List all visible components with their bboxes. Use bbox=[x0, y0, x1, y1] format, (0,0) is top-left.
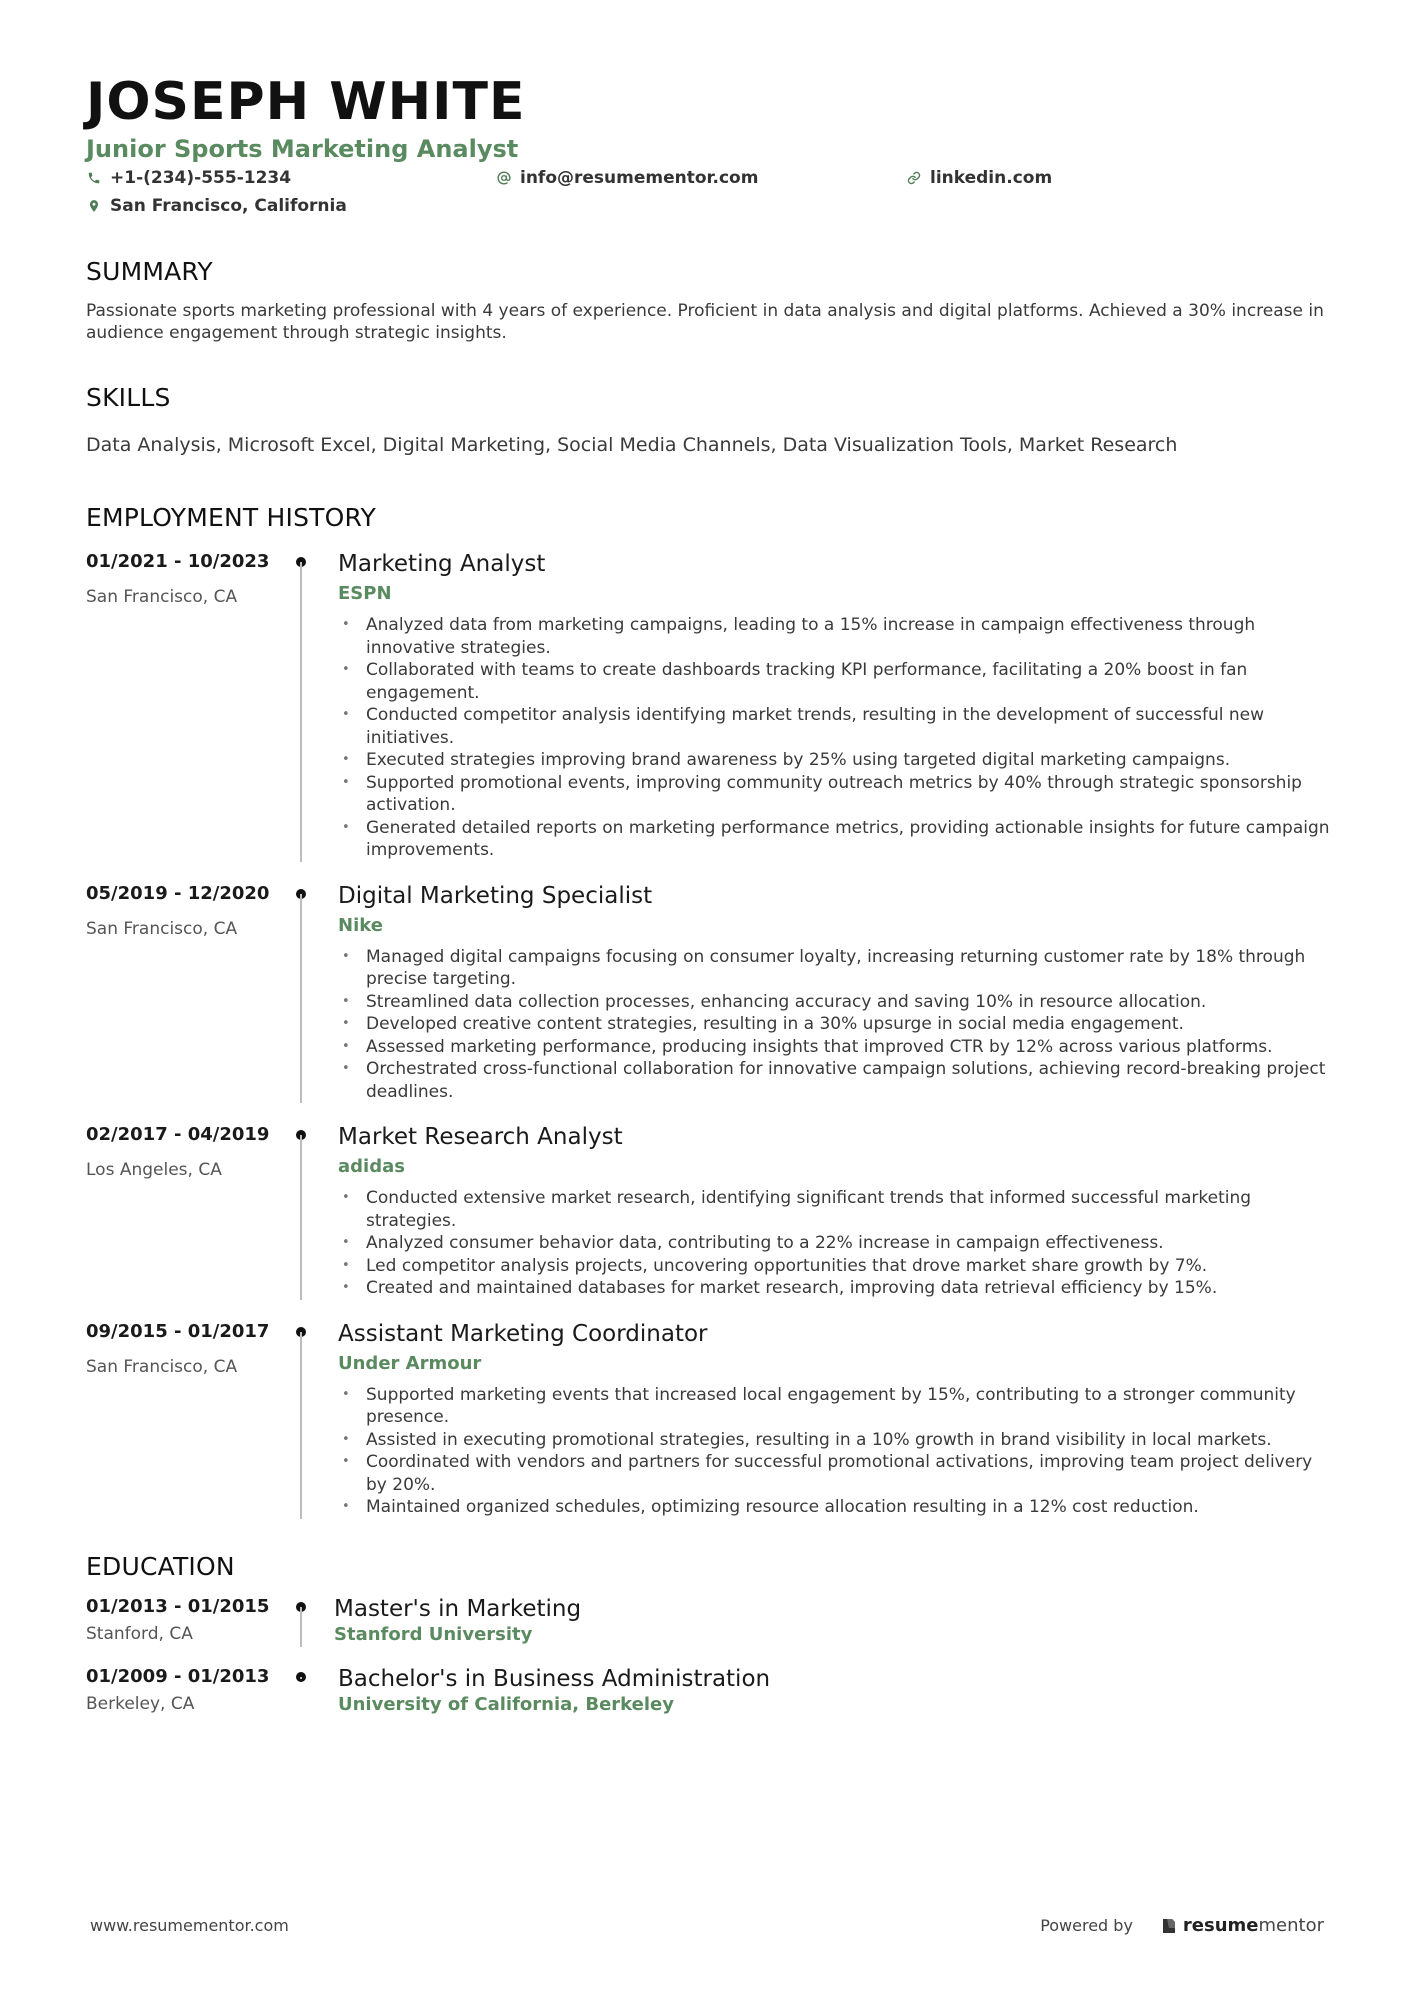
contact-phone bbox=[86, 166, 496, 190]
page-footer bbox=[90, 1915, 1324, 1936]
timeline-line bbox=[300, 1135, 302, 1300]
timeline-line bbox=[300, 1677, 302, 1679]
bullet-item: • Managed digital campaigns focusing on consumer loyalty, increasing returning customer rate by 18% through precise targeting. bbox=[342, 946, 1306, 989]
bullet-item: • Conducted competitor analysis identifying market trends, resulting in the development of successful new initiatives. bbox=[342, 705, 1265, 748]
bullet-item: • Conducted extensive market research, identifying significant trends that informed successful marketing strategies. bbox=[342, 1188, 1252, 1231]
bullet-icon: • bbox=[342, 752, 350, 767]
job-dates: 09/2015 - 01/2017 bbox=[86, 1320, 270, 1342]
map-pin-icon bbox=[86, 198, 102, 214]
brand-name-regular: mentor bbox=[1258, 1915, 1324, 1936]
bullet-item: • Generated detailed reports on marketing performance metrics, providing actionable insights for future campaign improvements. bbox=[342, 817, 1330, 860]
timeline-rail bbox=[296, 1123, 306, 1300]
school-name: University of California, Berkeley bbox=[338, 1693, 674, 1715]
bullet-item: • Supported promotional events, improving community outreach metrics by 40% through strategic sponsorship activation. bbox=[342, 772, 1302, 815]
timeline-line bbox=[300, 562, 302, 862]
job-location: San Francisco, CA bbox=[86, 587, 238, 607]
bullet-icon: • bbox=[342, 707, 350, 722]
job-dates: 02/2017 - 04/2019 bbox=[86, 1124, 270, 1145]
bullet-icon: • bbox=[342, 819, 350, 835]
contact-email[interactable] bbox=[496, 166, 906, 190]
bullet-item: • Assessed marketing performance, producing insights that improved CTR by 12% across various platforms. bbox=[342, 1036, 1273, 1057]
education-entry bbox=[86, 1665, 1324, 1735]
education-dates: 01/2013 - 01/2015 bbox=[86, 1595, 270, 1617]
timeline-rail bbox=[296, 1665, 306, 1717]
degree-title: Master's in Marketing bbox=[334, 1595, 582, 1622]
bullet-item: • Developed creative content strategies, resulting in a 30% upsurge in social media engagement. bbox=[342, 1014, 1184, 1034]
bullet-icon: • bbox=[342, 1454, 350, 1469]
link-icon bbox=[906, 170, 922, 186]
section-title: SKILLS bbox=[86, 383, 171, 412]
bullet-icon: • bbox=[342, 1190, 350, 1205]
skills-section bbox=[86, 382, 1324, 458]
bullet-icon: • bbox=[342, 1257, 350, 1273]
employment-section bbox=[86, 502, 1330, 1539]
location-text: San Francisco, California bbox=[110, 196, 347, 216]
bullet-icon: • bbox=[342, 1386, 350, 1402]
phone-text: +1-(234)-555-1234 bbox=[110, 168, 292, 188]
bullet-icon: • bbox=[342, 1038, 350, 1054]
brand-name-bold: resume bbox=[1182, 1915, 1259, 1936]
bullet-item: • Collaborated with teams to create dashboards tracking KPI performance, facilitating a 20% boost in fan engagement. bbox=[342, 660, 1248, 703]
summary-section bbox=[86, 256, 1324, 344]
skills-list: Data Analysis, Microsoft Excel, Digital Marketing, Social Media Channels, Data Visualization Tools, Market Research bbox=[86, 434, 1178, 456]
section-title: EDUCATION bbox=[86, 1551, 235, 1581]
degree-title: Bachelor's in Business Administration bbox=[338, 1665, 771, 1692]
job-title: Digital Marketing Specialist bbox=[338, 882, 653, 909]
job-dates: 01/2021 - 10/2023 bbox=[86, 551, 270, 572]
timeline-line bbox=[300, 1607, 302, 1647]
job-entry bbox=[86, 550, 1330, 882]
contact-location bbox=[86, 194, 496, 218]
contact-info bbox=[86, 166, 1324, 218]
job-entry bbox=[86, 882, 1324, 1124]
job-bullets bbox=[338, 1384, 1338, 1519]
job-title: Market Research Analyst bbox=[338, 1124, 623, 1150]
bullet-icon: • bbox=[342, 1061, 350, 1076]
job-title: Assistant Marketing Coordinator bbox=[338, 1320, 708, 1347]
email-text[interactable]: info@resumementor.com bbox=[520, 168, 759, 188]
resume-header bbox=[86, 72, 1324, 218]
section-title: SUMMARY bbox=[86, 257, 213, 286]
timeline-line bbox=[300, 894, 302, 1104]
at-icon bbox=[496, 170, 512, 186]
candidate-name: JOSEPH WHITE bbox=[86, 72, 526, 132]
job-bullets bbox=[338, 946, 1338, 1104]
job-entry bbox=[86, 1320, 1324, 1539]
bullet-item: • Supported marketing events that increased local engagement by 15%, contributing to a stronger community presence. bbox=[342, 1384, 1296, 1427]
bullet-item: • Created and maintained databases for market research, improving data retrieval efficiency by 15%. bbox=[342, 1278, 1218, 1298]
school-name: Stanford University bbox=[334, 1623, 533, 1645]
bullet-icon: • bbox=[342, 1235, 350, 1250]
powered-by bbox=[1040, 1915, 1324, 1936]
summary-text: Passionate sports marketing professional with 4 years of experience. Proficient in data analysis and digital platforms. Achieved a 30% increase in audience engagement through strategic insights. bbox=[86, 301, 1324, 343]
bullet-icon: • bbox=[342, 1431, 350, 1447]
bullet-icon: • bbox=[342, 662, 350, 677]
bullet-icon: • bbox=[342, 1499, 350, 1514]
candidate-headline: Junior Sports Marketing Analyst bbox=[86, 135, 519, 163]
bullet-item: • Orchestrated cross-functional collaboration for innovative campaign solutions, achieving record-breaking project deadlines. bbox=[342, 1059, 1326, 1102]
bullet-icon: • bbox=[342, 1280, 350, 1295]
job-entry bbox=[86, 1123, 1324, 1320]
timeline-rail bbox=[296, 1320, 306, 1519]
bullet-icon: • bbox=[342, 993, 350, 1009]
bullet-item: • Executed strategies improving brand awareness by 25% using targeted digital marketing campaigns. bbox=[342, 750, 1231, 770]
company-name: Under Armour bbox=[338, 1352, 482, 1374]
section-title: EMPLOYMENT HISTORY bbox=[86, 503, 376, 532]
job-bullets bbox=[338, 1187, 1338, 1300]
bullet-item: • Assisted in executing promotional strategies, resulting in a 10% growth in brand visibility in local markets. bbox=[342, 1429, 1272, 1450]
bullet-icon: • bbox=[342, 1016, 350, 1031]
education-dates: 01/2009 - 01/2013 bbox=[86, 1665, 270, 1687]
brand-logo[interactable] bbox=[1161, 1915, 1324, 1936]
bullet-item: • Coordinated with vendors and partners for successful promotional activations, improving team project delivery by 20%. bbox=[342, 1452, 1313, 1495]
education-location: Berkeley, CA bbox=[86, 1693, 195, 1714]
resumementor-logo-icon bbox=[1161, 1917, 1177, 1935]
bullet-item: • Analyzed data from marketing campaigns, leading to a 15% increase in campaign effectiveness through innovative strategies. bbox=[342, 615, 1256, 658]
education-section bbox=[86, 1551, 1324, 1735]
job-bullets bbox=[338, 614, 1338, 862]
footer-website[interactable]: www.resumementor.com bbox=[90, 1916, 289, 1935]
contact-linkedin[interactable] bbox=[906, 166, 1206, 190]
education-location: Stanford, CA bbox=[86, 1623, 193, 1644]
timeline-rail bbox=[296, 1595, 306, 1647]
powered-by-label: Powered by bbox=[1040, 1916, 1133, 1935]
company-name: ESPN bbox=[338, 583, 392, 604]
job-title: Marketing Analyst bbox=[338, 551, 546, 577]
job-location: San Francisco, CA bbox=[86, 1356, 238, 1377]
education-entry bbox=[86, 1595, 1324, 1665]
bullet-item: • Maintained organized schedules, optimizing resource allocation resulting in a 12% cost reduction. bbox=[342, 1497, 1199, 1517]
company-name: Nike bbox=[338, 914, 383, 936]
bullet-item: • Analyzed consumer behavior data, contributing to a 22% increase in campaign effectiveness. bbox=[342, 1233, 1164, 1253]
timeline-rail bbox=[296, 550, 306, 862]
bullet-item: • Streamlined data collection processes, enhancing accuracy and saving 10% in resource allocation. bbox=[342, 991, 1207, 1012]
bullet-icon: • bbox=[342, 948, 350, 964]
bullet-item: • Led competitor analysis projects, uncovering opportunities that drove market share growth by 7%. bbox=[342, 1255, 1208, 1276]
job-dates: 05/2019 - 12/2020 bbox=[86, 882, 270, 904]
bullet-icon: • bbox=[342, 617, 350, 632]
bullet-icon: • bbox=[342, 774, 350, 790]
timeline-rail bbox=[296, 882, 306, 1104]
job-location: San Francisco, CA bbox=[86, 918, 238, 939]
linkedin-text[interactable]: linkedin.com bbox=[930, 168, 1053, 188]
job-location: Los Angeles, CA bbox=[86, 1160, 222, 1180]
timeline-line bbox=[300, 1332, 302, 1519]
phone-icon bbox=[86, 170, 102, 186]
company-name: adidas bbox=[338, 1156, 405, 1177]
